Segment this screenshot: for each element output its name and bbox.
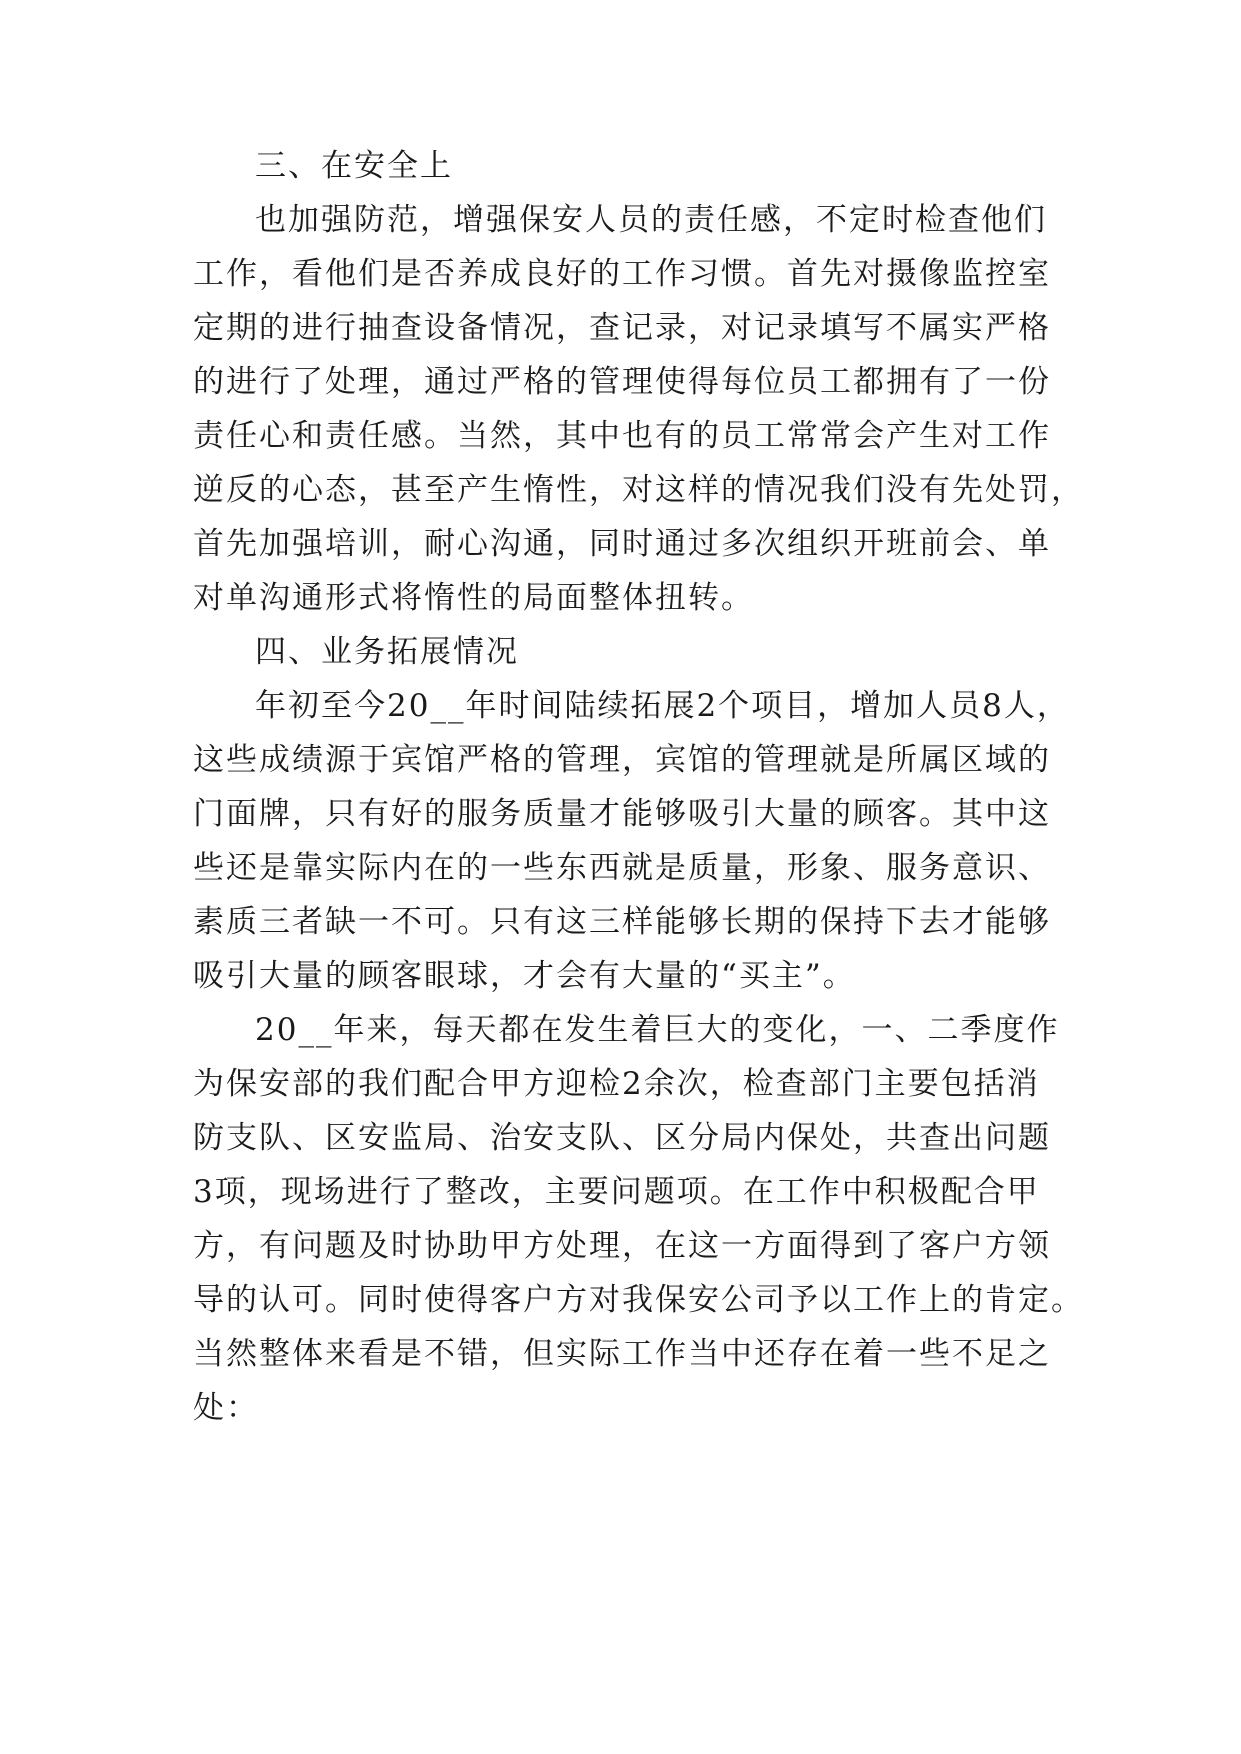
paragraph-line: 20__年来，每天都在发生着巨大的变化，一、二季度作 [255,1012,1060,1048]
section-heading: 三、在安全上 [255,148,453,184]
paragraph-line: 当然整体来看是不错，但实际工作当中还存在着一些不足之 [193,1336,1051,1372]
paragraph-line: 责任心和责任感。当然，其中也有的员工常常会产生对工作 [193,418,1051,454]
paragraph-line: 首先加强培训，耐心沟通，同时通过多次组织开班前会、单 [193,526,1051,562]
paragraph-line: 方，有问题及时协助甲方处理，在这一方面得到了客户方领 [193,1228,1051,1264]
paragraph-line: 素质三者缺一不可。只有这三样能够长期的保持下去才能够 [193,904,1051,940]
paragraph-line: 逆反的心态，甚至产生惰性，对这样的情况我们没有先处罚， [193,472,1084,508]
paragraph-line: 导的认可。同时使得客户方对我保安公司予以工作上的肯定。 [193,1282,1084,1318]
paragraph-line: 些还是靠实际内在的一些东西就是质量，形象、服务意识、 [193,850,1051,886]
paragraph-line: 也加强防范，增强保安人员的责任感，不定时检查他们 [255,202,1047,238]
paragraph-line: 年初至今20__年时间陆续拓展2个项目，增加人员8人， [255,688,1070,724]
paragraph-line: 的进行了处理，通过严格的管理使得每位员工都拥有了一份 [193,364,1051,400]
paragraph-line: 3项，现场进行了整改，主要问题项。在工作中积极配合甲 [193,1174,1040,1210]
paragraph-line: 吸引大量的顾客眼球，才会有大量的“买主”。 [193,958,856,994]
paragraph-line: 为保安部的我们配合甲方迎检2余次，检查部门主要包括消 [193,1066,1040,1102]
paragraph-line: 定期的进行抽查设备情况，查记录，对记录填写不属实严格 [193,310,1051,346]
paragraph-line: 处： [193,1390,259,1426]
paragraph-line: 工作，看他们是否养成良好的工作习惯。首先对摄像监控室 [193,256,1051,292]
paragraph-line: 对单沟通形式将惰性的局面整体扭转。 [193,580,754,616]
paragraph-line: 这些成绩源于宾馆严格的管理，宾馆的管理就是所属区域的 [193,742,1051,778]
paragraph-line: 防支队、区安监局、治安支队、区分局内保处，共查出问题 [193,1120,1051,1156]
section-heading: 四、业务拓展情况 [255,634,519,670]
paragraph-line: 门面牌，只有好的服务质量才能够吸引大量的顾客。其中这 [193,796,1051,832]
